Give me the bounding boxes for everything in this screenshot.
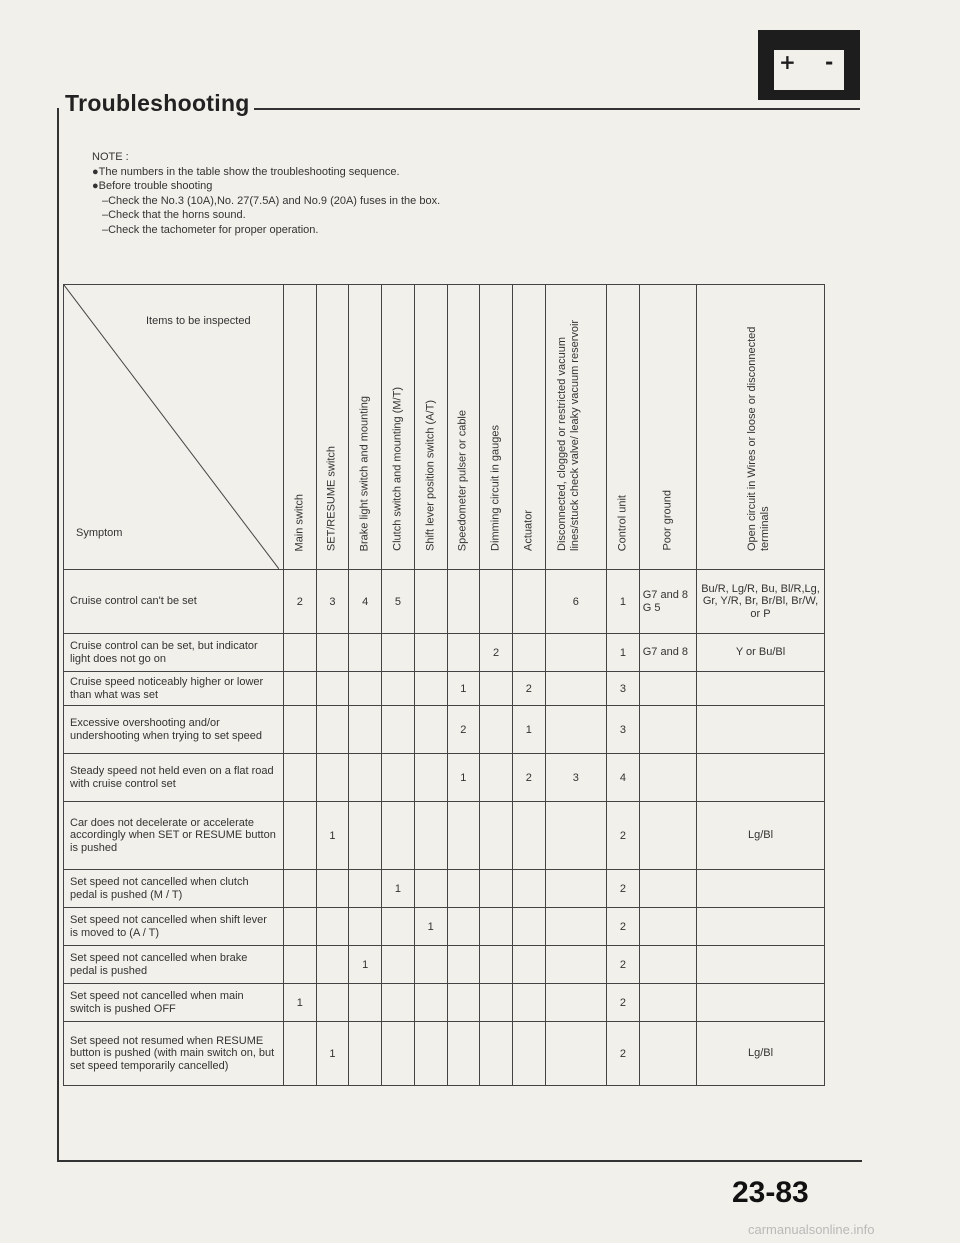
symptom-cell: Steady speed not held even on a flat road with cruise control set [64,754,284,802]
sequence-cell [283,908,316,946]
sequence-cell: 2 [607,946,640,984]
sequence-cell [480,984,513,1022]
sequence-cell [283,754,316,802]
ground-cell [639,908,696,946]
sequence-cell [382,754,415,802]
sequence-cell: 1 [283,984,316,1022]
battery-icon [758,30,860,100]
column-header [512,285,545,570]
symptom-cell: Cruise speed noticeably higher or lower than what was set [64,672,284,706]
ground-cell [639,754,696,802]
sequence-cell: 4 [349,570,382,634]
wire-cell [697,946,825,984]
column-header [480,285,513,570]
sequence-cell [349,984,382,1022]
column-header [414,285,447,570]
sequence-cell [283,946,316,984]
sequence-cell [480,570,513,634]
sequence-cell: 2 [607,802,640,870]
sequence-cell [414,672,447,706]
sequence-cell: 3 [545,754,606,802]
sequence-cell [447,870,480,908]
ground-cell: G7 and 8 G 5 [639,570,696,634]
page-number: 23-83 [732,1176,809,1209]
sequence-cell [414,802,447,870]
note-block [92,150,440,237]
symptom-cell: Set speed not cancelled when main switch is pushed OFF [64,984,284,1022]
column-header [283,285,316,570]
sequence-cell: 5 [382,570,415,634]
sequence-cell [349,634,382,672]
ground-cell [639,870,696,908]
sequence-cell [480,802,513,870]
battery-minus-symbol: - [825,50,834,74]
troubleshooting-table-wrap [63,284,825,1086]
column-header [316,285,349,570]
symptom-cell: Cruise control can be set, but indicator light does not go on [64,634,284,672]
sequence-cell [512,870,545,908]
sequence-cell [414,706,447,754]
sequence-cell [382,802,415,870]
column-header-label: Disconnected, clogged or restricted vacuum lines/stuck check valve/ leaky vacuum reservoir [555,319,581,551]
sequence-cell [512,908,545,946]
sequence-cell [545,634,606,672]
table-header-row [64,285,825,570]
sequence-cell [283,870,316,908]
table-row [64,754,825,802]
column-header [447,285,480,570]
wire-cell: Bu/R, Lg/R, Bu, Bl/R,Lg, Gr, Y/R, Br, Br/Bl, Br/W, or P [697,570,825,634]
column-header-label: Speedometer pulser or cable [456,409,469,551]
sequence-cell [545,908,606,946]
sequence-cell: 1 [414,908,447,946]
table-row [64,706,825,754]
sequence-cell [512,634,545,672]
symptom-cell: Cruise control can't be set [64,570,284,634]
table-row [64,984,825,1022]
sequence-cell: 3 [607,706,640,754]
sequence-cell [447,570,480,634]
sequence-cell: 2 [447,706,480,754]
symptom-cell: Set speed not resumed when RESUME button is pushed (with main switch on, but set speed temporarily cancelled) [64,1022,284,1086]
sequence-cell: 1 [316,1022,349,1086]
sequence-cell [512,984,545,1022]
sequence-cell [480,946,513,984]
symptom-cell: Set speed not cancelled when clutch pedal is pushed (M / T) [64,870,284,908]
sequence-cell [545,672,606,706]
sequence-cell: 4 [607,754,640,802]
sequence-cell [414,1022,447,1086]
column-header-label: Open circuit in Wires or loose or disconnected terminals [745,326,771,551]
sequence-cell [545,1022,606,1086]
column-header-label: Shift lever position switch (A/T) [424,400,437,551]
sequence-cell [447,802,480,870]
sequence-cell [414,946,447,984]
sequence-cell [545,984,606,1022]
symptom-label: Symptom [76,527,123,539]
sequence-cell: 2 [512,672,545,706]
note-label: NOTE : [92,151,129,163]
column-header-label: Actuator [522,510,535,551]
table-row [64,870,825,908]
wire-cell [697,706,825,754]
table-row [64,908,825,946]
symptom-cell: Set speed not cancelled when brake pedal is pushed [64,946,284,984]
sequence-cell [382,672,415,706]
sequence-cell [316,946,349,984]
troubleshooting-table [63,284,825,1086]
wire-cell [697,984,825,1022]
sequence-cell [382,984,415,1022]
sequence-cell: 2 [607,984,640,1022]
table-row [64,672,825,706]
sequence-cell [349,870,382,908]
title-rule [240,108,860,110]
table-row [64,570,825,634]
column-header-label: Poor ground [661,490,674,551]
sequence-cell [283,802,316,870]
sequence-cell [512,1022,545,1086]
ground-cell: G7 and 8 [639,634,696,672]
wire-cell: Y or Bu/Bl [697,634,825,672]
sequence-cell [447,984,480,1022]
sequence-cell [283,634,316,672]
sequence-cell [545,946,606,984]
sequence-cell [316,984,349,1022]
sequence-cell [316,706,349,754]
sequence-cell: 1 [316,802,349,870]
sequence-cell [545,870,606,908]
column-header [607,285,640,570]
sequence-cell [316,908,349,946]
column-header [545,285,606,570]
sequence-cell [283,706,316,754]
table-corner-cell [64,285,284,570]
sequence-cell [382,908,415,946]
sequence-cell [316,672,349,706]
sequence-cell: 2 [283,570,316,634]
ground-cell [639,706,696,754]
note-check-fuses: –Check the No.3 (10A),No. 27(7.5A) and No.9 (20A) fuses in the box. [102,194,441,207]
sequence-cell: 1 [447,672,480,706]
sequence-cell: 3 [316,570,349,634]
sequence-cell: 2 [607,1022,640,1086]
sequence-cell [414,634,447,672]
note-bullet-sequence: ●The numbers in the table show the troubleshooting sequence. [92,165,400,178]
sequence-cell [480,870,513,908]
sequence-cell [414,984,447,1022]
sequence-cell [480,1022,513,1086]
sequence-cell [414,570,447,634]
items-inspected-label: Items to be inspected [146,315,251,327]
sequence-cell [447,634,480,672]
sequence-cell: 1 [607,570,640,634]
table-row [64,634,825,672]
sequence-cell [382,1022,415,1086]
page-title: Troubleshooting [65,90,254,117]
sequence-cell [480,706,513,754]
symptom-cell: Excessive overshooting and/or undershooting when trying to set speed [64,706,284,754]
column-header-label: Clutch switch and mounting (M/T) [391,387,404,551]
column-header-label: Dimming circuit in gauges [489,425,502,551]
wire-cell [697,672,825,706]
sequence-cell: 1 [607,634,640,672]
column-header [697,285,825,570]
sequence-cell [349,672,382,706]
table-row [64,802,825,870]
column-header [349,285,382,570]
sequence-cell [512,946,545,984]
column-header [382,285,415,570]
sequence-cell [512,802,545,870]
wire-cell [697,870,825,908]
note-check-tachometer: –Check the tachometer for proper operation. [102,223,319,236]
ground-cell [639,672,696,706]
sequence-cell [316,754,349,802]
sequence-cell [349,706,382,754]
sequence-cell: 1 [349,946,382,984]
ground-cell [639,946,696,984]
wire-cell [697,908,825,946]
column-header-label: SET/RESUME switch [325,445,338,551]
sequence-cell [480,908,513,946]
ground-cell [639,984,696,1022]
sequence-cell: 6 [545,570,606,634]
note-bullet-before: ●Before trouble shooting [92,180,213,192]
sequence-cell: 1 [382,870,415,908]
battery-plus-symbol: + [779,50,796,74]
sequence-cell [480,672,513,706]
note-check-horns: –Check that the horns sound. [102,209,246,221]
sequence-cell: 3 [607,672,640,706]
sequence-cell [349,908,382,946]
sequence-cell [447,908,480,946]
column-header [639,285,696,570]
column-header-label: Brake light switch and mounting [358,395,371,551]
sequence-cell [316,634,349,672]
sequence-cell [414,754,447,802]
sequence-cell [545,706,606,754]
sequence-cell: 2 [480,634,513,672]
sequence-cell [447,946,480,984]
ground-cell [639,802,696,870]
sequence-cell [349,754,382,802]
ground-cell [639,1022,696,1086]
table-row [64,946,825,984]
sequence-cell: 1 [447,754,480,802]
symptom-cell: Car does not decelerate or accelerate accordingly when SET or RESUME button is pushed [64,802,284,870]
sequence-cell [316,870,349,908]
sequence-cell [447,1022,480,1086]
sequence-cell [283,1022,316,1086]
sequence-cell [512,570,545,634]
sequence-cell: 2 [607,870,640,908]
wire-cell: Lg/Bl [697,1022,825,1086]
column-header-label: Control unit [616,494,629,551]
sequence-cell [545,802,606,870]
sequence-cell [382,634,415,672]
wire-cell: Lg/Bl [697,802,825,870]
sequence-cell [480,754,513,802]
watermark: carmanualsonline.info [748,1222,875,1237]
sequence-cell: 1 [512,706,545,754]
table-row [64,1022,825,1086]
sequence-cell [349,802,382,870]
column-header-label: Main switch [293,493,306,551]
sequence-cell [382,946,415,984]
sequence-cell [382,706,415,754]
symptom-cell: Set speed not cancelled when shift lever is moved to (A / T) [64,908,284,946]
sequence-cell: 2 [512,754,545,802]
sequence-cell: 2 [607,908,640,946]
wire-cell [697,754,825,802]
sequence-cell [414,870,447,908]
sequence-cell [283,672,316,706]
sequence-cell [349,1022,382,1086]
